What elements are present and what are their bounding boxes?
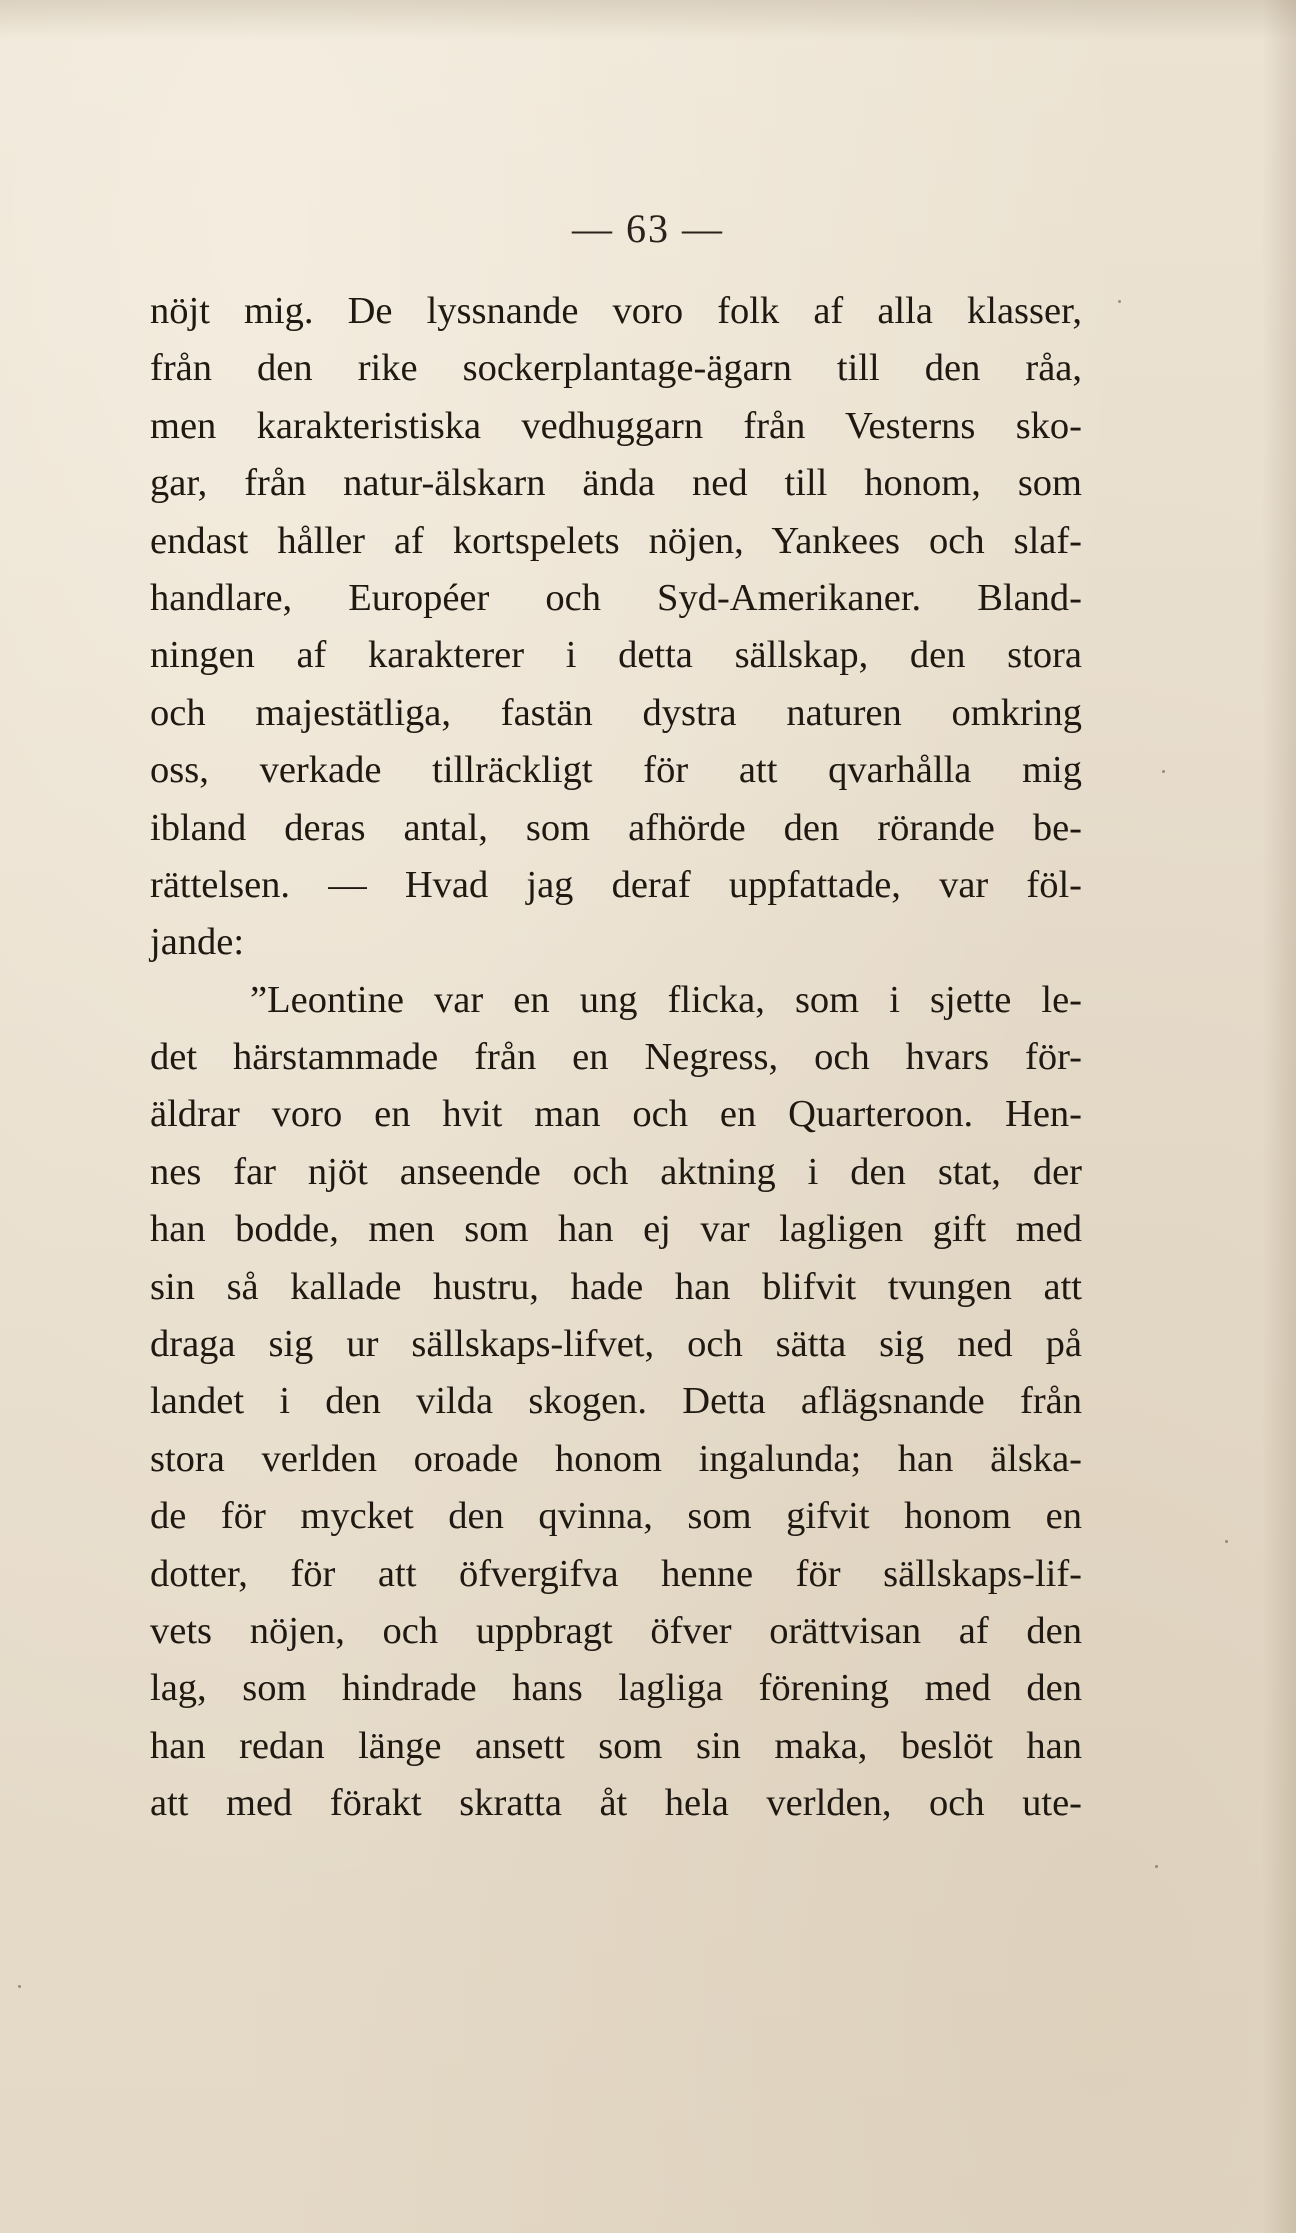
text-line: men karakteristiska vedhuggarn från Vesterns sko-: [150, 404, 1082, 447]
paper-speck: [1118, 300, 1121, 303]
text-line: det härstammade från en Negress, och hvars för-: [150, 1036, 1082, 1079]
text-line: oss, verkade tillräckligt för att qvarhålla mig: [150, 749, 1082, 792]
text-line: lag, som hindrade hans lagliga förening med den: [150, 1667, 1082, 1710]
body-text: [150, 283, 1082, 1833]
text-line: jande:: [150, 921, 245, 964]
text-line: äldrar voro en hvit man och en Quarteroon. Hen-: [150, 1093, 1082, 1136]
page-number: — 63 —: [572, 206, 724, 251]
paper-speck: [1155, 1865, 1158, 1868]
text-line: vets nöjen, och uppbragt öfver orättvisan af den: [150, 1609, 1082, 1652]
paper-speck: [1162, 770, 1165, 773]
text-line: stora verlden oroade honom ingalunda; han älska-: [150, 1437, 1082, 1480]
text-line: landet i den vilda skogen. Detta aflägsnande från: [150, 1380, 1082, 1423]
text-line: sin så kallade hustru, hade han blifvit tvungen att: [150, 1265, 1082, 1308]
text-line: från den rike sockerplantage-ägarn till den råa,: [150, 347, 1082, 390]
paper-speck: [18, 1985, 21, 1988]
paper-speck: [1225, 1540, 1228, 1543]
text-line: nöjt mig. De lyssnande voro folk af alla klasser,: [150, 290, 1082, 332]
text-line: dotter, för att öfvergifva henne för sällskaps-lif-: [150, 1552, 1082, 1595]
text-line: att med förakt skratta åt hela verlden, och ute-: [150, 1782, 1082, 1825]
text-line: rättelsen. — Hvad jag deraf uppfattade, var föl-: [150, 863, 1082, 906]
page-top-shadow: [0, 0, 1296, 40]
text-line: draga sig ur sällskaps-lifvet, och sätta sig ned på: [150, 1323, 1082, 1366]
text-line: han redan länge ansett som sin maka, beslöt han: [150, 1724, 1082, 1767]
text-line: ningen af karakterer i detta sällskap, den stora: [150, 634, 1082, 677]
text-line: och majestätliga, fastän dystra naturen omkring: [150, 691, 1082, 734]
text-line: ibland deras antal, som afhörde den rörande be-: [150, 806, 1082, 849]
text-line: handlare, Européer och Syd-Amerikaner. Bland-: [150, 576, 1082, 619]
text-line: ”Leontine var en ung flicka, som i sjette le-: [250, 978, 1082, 1021]
text-line: nes far njöt anseende och aktning i den stat, der: [150, 1150, 1082, 1193]
text-line: han bodde, men som han ej var lagligen gift med: [150, 1208, 1082, 1251]
text-line: endast håller af kortspelets nöjen, Yankees och slaf-: [150, 519, 1082, 562]
page-edge-shadow: [1262, 0, 1296, 2233]
text-line: gar, från natur-älskarn ända ned till honom, som: [150, 462, 1082, 505]
text-line: de för mycket den qvinna, som gifvit honom en: [150, 1495, 1082, 1538]
